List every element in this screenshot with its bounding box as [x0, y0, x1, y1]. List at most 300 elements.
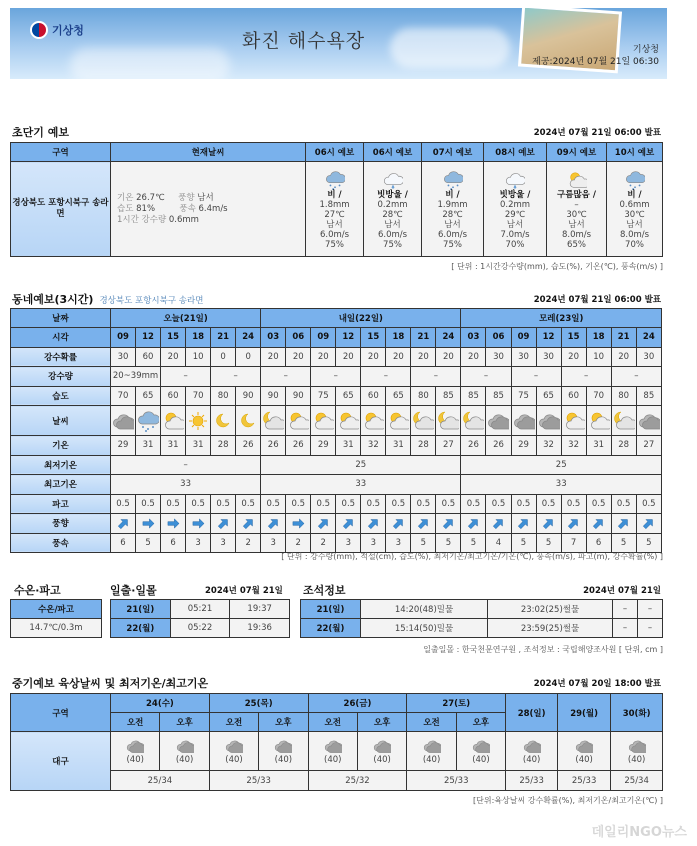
temperature: 26	[461, 436, 486, 456]
day-header: 26(금)	[308, 694, 407, 713]
min-temperature: 25	[461, 455, 662, 475]
time-header: 15	[561, 328, 586, 348]
sky-cell	[236, 406, 261, 436]
forecast-rain: 1.9mm	[437, 200, 468, 210]
humidity: 65	[336, 386, 361, 406]
sun-table	[110, 599, 290, 638]
forecast-wdir: 남서	[506, 220, 524, 230]
day-header: 27(토)	[407, 694, 506, 713]
sky-cell	[361, 406, 386, 436]
wind-arrow-ne-icon	[567, 517, 580, 530]
cloudy-weather-icon	[538, 410, 560, 432]
wind-direction	[336, 514, 361, 534]
wave-height: 0.5	[461, 494, 486, 514]
cloudy-weather-icon	[523, 737, 541, 755]
forecast-cell	[607, 162, 663, 257]
sky-cell	[211, 406, 236, 436]
moon-weather-icon	[237, 410, 259, 432]
sun-day: 22(월)	[111, 619, 171, 638]
day-header: 24(수)	[111, 694, 210, 713]
tide-extra: –	[613, 600, 638, 619]
mid-weather-cell	[209, 732, 258, 771]
wave-height: 0.5	[311, 494, 336, 514]
rain-probability: (40)	[627, 755, 646, 765]
cloudy-weather-icon	[176, 737, 194, 755]
rain-probability: 20	[461, 347, 486, 367]
sky-cell	[536, 406, 561, 436]
humidity: 60	[561, 386, 586, 406]
rain-probability: 20	[386, 347, 411, 367]
wind-direction	[111, 514, 136, 534]
provided-time: 제공:2024년 07월 21일 06:30	[532, 57, 659, 67]
wind-direction	[611, 514, 636, 534]
tide-extra: –	[638, 619, 663, 638]
forecast-hum: 75%	[383, 240, 402, 250]
sunrise: 05:21	[170, 600, 230, 619]
short-unit-note: [ 단위 : 1시간강수량(mm), 습도(%), 기온(℃), 풍속(m/s) ]	[451, 262, 663, 271]
rain-weather-icon	[325, 170, 345, 190]
am-header: 오전	[308, 713, 357, 732]
humidity: 80	[411, 386, 436, 406]
forecast-sky: 빗방울 /	[499, 190, 531, 200]
sun-cloud-weather-icon	[563, 410, 585, 432]
forecast-rain: 1.8mm	[319, 200, 350, 210]
sun-cloud-weather-icon	[588, 410, 610, 432]
wave-height: 0.5	[436, 494, 461, 514]
sun-title: 일출·일몰	[110, 584, 157, 597]
max-temperature: 33	[111, 475, 261, 495]
row-label: 풍속	[11, 533, 111, 553]
moon-cloud-weather-icon	[437, 410, 459, 432]
forecast-time-header: 06시 예보	[364, 143, 422, 162]
watermark: 데일리NGO뉴스	[591, 825, 687, 840]
humidity: 60	[361, 386, 386, 406]
page-title: 화진 해수욕장	[242, 30, 366, 52]
moon-cloud-weather-icon	[613, 410, 635, 432]
humidity: 65	[386, 386, 411, 406]
wind-direction	[436, 514, 461, 534]
wind-speed: 3	[336, 533, 361, 553]
humidity: 85	[461, 386, 486, 406]
mid-forecast-issued: 2024년 07월 20일 18:00 발표	[533, 679, 661, 689]
wave-height: 0.5	[111, 494, 136, 514]
col-area: 구역	[11, 694, 111, 732]
moon-cloud-weather-icon	[462, 410, 484, 432]
pm-header: 오후	[259, 713, 308, 732]
sun-weather-icon	[187, 410, 209, 432]
humidity: 80	[611, 386, 636, 406]
forecast-rain: 0.2mm	[499, 200, 531, 210]
cloudy-weather-icon	[373, 737, 391, 755]
time-header: 12	[336, 328, 361, 348]
wind-arrow-ne-icon	[342, 517, 355, 530]
rain-probability: 20	[436, 347, 461, 367]
humidity: 75	[311, 386, 336, 406]
tide-table	[300, 599, 663, 638]
wind-arrow-ne-icon	[117, 517, 130, 530]
rain-amount: –	[411, 367, 461, 387]
cloudy-weather-icon	[575, 737, 593, 755]
village-forecast-issued: 2024년 07월 21일 06:00 발표	[533, 295, 661, 305]
forecast-wdir: 남서	[384, 220, 401, 230]
wave-height: 0.5	[561, 494, 586, 514]
sky-cell	[486, 406, 511, 436]
tide-source-note: 일출일몰 : 한국천문연구원 , 조석정보 : 국립해양조사원 [ 단위, cm ]	[423, 645, 663, 654]
wind-direction	[386, 514, 411, 534]
high-tide: 14:20(48)밀물	[361, 600, 488, 619]
wind-direction	[561, 514, 586, 534]
wind-arrow-e-icon	[192, 517, 205, 530]
sky-cell	[611, 406, 636, 436]
humidity: 70	[586, 386, 611, 406]
temperature: 28	[611, 436, 636, 456]
min-max-temp: 25/33	[506, 771, 558, 791]
logo-text: 기상청	[52, 24, 84, 37]
wave-height: 0.5	[636, 494, 661, 514]
forecast-hum: 65%	[567, 240, 586, 250]
provider: 기상청	[632, 45, 659, 55]
wind-direction	[286, 514, 311, 534]
wind-arrow-ne-icon	[317, 517, 330, 530]
mid-forecast-table	[10, 693, 663, 791]
mid-weather-cell	[558, 732, 611, 771]
temperature: 26	[236, 436, 261, 456]
mid-weather-cell	[506, 732, 558, 771]
wind-arrow-ne-icon	[442, 517, 455, 530]
forecast-wspd: 8.0m/s	[619, 230, 650, 240]
sky-cell	[386, 406, 411, 436]
wave-height: 0.5	[261, 494, 286, 514]
wind-direction	[236, 514, 261, 534]
wave-height: 0.5	[236, 494, 261, 514]
am-header: 오전	[407, 713, 456, 732]
forecast-wdir: 남서	[568, 220, 585, 230]
forecast-cell	[364, 162, 422, 257]
sky-cell	[186, 406, 211, 436]
forecast-temp: 30℃	[566, 210, 587, 220]
rain-probability: (40)	[575, 755, 593, 765]
forecast-rain: 0.6mm	[619, 200, 650, 210]
sun-cloud-weather-icon	[312, 410, 334, 432]
wind-direction	[186, 514, 211, 534]
wave-height: 0.5	[336, 494, 361, 514]
pm-header: 오후	[357, 713, 406, 732]
rain-probability: (40)	[373, 755, 391, 765]
village-area: 경상북도 포항시북구 송라면	[99, 296, 204, 306]
water-value: 14.7℃/0.3m	[11, 619, 102, 638]
mid-forecast-title: 중기예보 육상날씨 및 최저기온/최고기온	[12, 677, 209, 690]
sun-cloud-weather-icon	[567, 170, 587, 190]
cloudy-weather-icon	[628, 737, 646, 755]
rain-amount: –	[511, 367, 561, 387]
low-tide: 23:02(25)썰물	[488, 600, 613, 619]
rain-amount: –	[561, 367, 611, 387]
wave-height: 0.5	[611, 494, 636, 514]
humidity: 90	[236, 386, 261, 406]
wave-height: 0.5	[386, 494, 411, 514]
wind-speed: 5	[136, 533, 161, 553]
forecast-hum: 70%	[505, 240, 525, 250]
rain-probability: (40)	[175, 755, 194, 765]
humidity: 70	[186, 386, 211, 406]
col-current: 현재날씨	[111, 143, 306, 162]
row-label: 날씨	[11, 406, 111, 436]
wind-direction	[136, 514, 161, 534]
wind-speed: 3	[186, 533, 211, 553]
humidity: 90	[261, 386, 286, 406]
tide-date: 2024년 07월 21일	[583, 586, 661, 596]
rain-probability: (40)	[422, 755, 441, 765]
pm-header: 오후	[160, 713, 209, 732]
humidity: 85	[436, 386, 461, 406]
rain-probability: (40)	[324, 755, 342, 765]
rain-amount: –	[361, 367, 411, 387]
forecast-hum: 70%	[625, 240, 644, 250]
rain-probability: 30	[636, 347, 661, 367]
min-max-temp: 25/32	[308, 771, 407, 791]
wind-speed: 5	[611, 533, 636, 553]
wave-height: 0.5	[136, 494, 161, 514]
sun-cloud-weather-icon	[387, 410, 409, 432]
row-label: 습도	[11, 386, 111, 406]
humidity: 65	[136, 386, 161, 406]
tide-day: 22(월)	[301, 619, 361, 638]
humidity: 65	[536, 386, 561, 406]
temperature: 31	[586, 436, 611, 456]
sun-cloud-weather-icon	[337, 410, 359, 432]
humidity: 75	[511, 386, 536, 406]
max-temperature: 33	[261, 475, 461, 495]
forecast-hum: 75%	[325, 240, 344, 250]
time-header: 12	[536, 328, 561, 348]
row-label: 파고	[11, 494, 111, 514]
sky-cell	[586, 406, 611, 436]
forecast-temp: 27℃	[324, 210, 345, 220]
rain-probability: 20	[286, 347, 311, 367]
village-forecast-table	[10, 308, 662, 553]
wave-height: 0.5	[361, 494, 386, 514]
col-area: 구역	[11, 143, 111, 162]
time-header: 12	[136, 328, 161, 348]
rain-probability: 30	[536, 347, 561, 367]
rain-probability: 30	[511, 347, 536, 367]
mid-weather-cell	[259, 732, 308, 771]
temperature: 31	[186, 436, 211, 456]
temperature: 31	[336, 436, 361, 456]
wind-arrow-ne-icon	[242, 517, 255, 530]
wind-direction	[636, 514, 661, 534]
cloudy-weather-icon	[423, 737, 441, 755]
wind-arrow-ne-icon	[542, 517, 555, 530]
cloudy-weather-icon	[487, 410, 509, 432]
sun-cloud-weather-icon	[362, 410, 384, 432]
rain-probability: (40)	[522, 755, 541, 765]
wave-height: 0.5	[286, 494, 311, 514]
forecast-cell	[484, 162, 547, 257]
sun-day: 21(일)	[111, 600, 171, 619]
wave-height: 0.5	[211, 494, 236, 514]
sun-date: 2024년 07월 21일	[205, 586, 283, 596]
time-header: 09	[111, 328, 136, 348]
temperature: 29	[311, 436, 336, 456]
short-forecast-title: 초단기 예보	[12, 126, 69, 139]
rain-amount: –	[611, 367, 661, 387]
cloudy-weather-icon	[225, 737, 243, 755]
sky-cell	[561, 406, 586, 436]
time-header: 21	[611, 328, 636, 348]
day-header: 25(목)	[209, 694, 308, 713]
wind-speed: 3	[361, 533, 386, 553]
village-forecast-title: 동네예보(3시간) 경상북도 포항시북구 송라면	[12, 293, 204, 306]
rain-probability: 10	[186, 347, 211, 367]
temperature: 32	[561, 436, 586, 456]
mid-unit-note: [단위:육상날씨 강수확률(%), 최저기온/최고기온(℃) ]	[473, 796, 663, 805]
wind-arrow-ne-icon	[592, 517, 605, 530]
wind-direction	[161, 514, 186, 534]
wind-direction	[261, 514, 286, 534]
temperature: 31	[386, 436, 411, 456]
sky-cell	[461, 406, 486, 436]
forecast-wspd: 6.0m/s	[437, 230, 468, 240]
mid-weather-cell	[456, 732, 505, 771]
wind-arrow-ne-icon	[392, 517, 405, 530]
wind-direction	[536, 514, 561, 534]
area-name: 경상북도 포항시북구 송라면	[11, 162, 111, 257]
wind-speed: 5	[461, 533, 486, 553]
sun-cloud-weather-icon	[162, 410, 184, 432]
row-label: 최고기온	[11, 475, 111, 495]
sun-cloud-weather-icon	[287, 410, 309, 432]
wind-arrow-e-icon	[167, 517, 180, 530]
am-header: 오전	[111, 713, 160, 732]
moon-cloud-weather-icon	[412, 410, 434, 432]
row-label: 강수량	[11, 367, 111, 387]
sunset: 19:37	[230, 600, 290, 619]
forecast-cell	[422, 162, 484, 257]
rain-probability: 20	[361, 347, 386, 367]
wind-speed: 4	[486, 533, 511, 553]
mid-weather-cell	[111, 732, 160, 771]
cloudy-weather-icon	[112, 410, 134, 432]
forecast-wdir: 남서	[444, 220, 461, 230]
time-header: 24	[236, 328, 261, 348]
water-table	[10, 599, 102, 638]
min-max-temp: 25/33	[558, 771, 611, 791]
kma-logo[interactable]	[30, 21, 84, 39]
wind-speed: 5	[436, 533, 461, 553]
tide-extra: –	[638, 600, 663, 619]
wind-speed: 6	[161, 533, 186, 553]
day-header: 29(월)	[558, 694, 611, 732]
min-max-temp: 25/33	[209, 771, 308, 791]
time-header: 15	[361, 328, 386, 348]
forecast-wspd: 6.0m/s	[377, 230, 408, 240]
humidity: 90	[286, 386, 311, 406]
humidity: 70	[111, 386, 136, 406]
rain-probability: 20	[561, 347, 586, 367]
rain-probability: 10	[586, 347, 611, 367]
short-forecast-issued: 2024년 07월 21일 06:00 발표	[533, 128, 661, 138]
row-label: 날짜	[11, 309, 111, 328]
wind-direction	[411, 514, 436, 534]
rain-amount: –	[261, 367, 311, 387]
min-max-temp: 25/33	[407, 771, 506, 791]
rain-probability: 20	[311, 347, 336, 367]
time-header: 18	[186, 328, 211, 348]
sky-cell	[136, 406, 161, 436]
time-header: 24	[436, 328, 461, 348]
sunset: 19:36	[230, 619, 290, 638]
forecast-sky: 빗방울 /	[377, 190, 408, 200]
forecast-temp: 30℃	[624, 210, 645, 220]
wave-height: 0.5	[411, 494, 436, 514]
rain-weather-icon	[137, 410, 159, 432]
wind-arrow-e-icon	[142, 517, 155, 530]
rain-probability: 0	[236, 347, 261, 367]
rain-amount: 20~39mm	[111, 367, 161, 387]
day-header: 30(화)	[611, 694, 663, 732]
sky-cell	[636, 406, 661, 436]
mid-weather-cell	[160, 732, 209, 771]
sky-cell	[286, 406, 311, 436]
rain-probability: (40)	[472, 755, 490, 765]
forecast-time-header: 10시 예보	[607, 143, 663, 162]
min-temperature: 25	[261, 455, 461, 475]
am-header: 오전	[209, 713, 258, 732]
temperature: 28	[211, 436, 236, 456]
wind-speed: 5	[536, 533, 561, 553]
cloudy-weather-icon	[126, 737, 144, 755]
date-header: 내일(22일)	[261, 309, 461, 328]
forecast-rain: 0.2mm	[377, 200, 408, 210]
temperature: 26	[486, 436, 511, 456]
rain-probability: (40)	[225, 755, 243, 765]
temperature: 31	[161, 436, 186, 456]
humidity: 80	[211, 386, 236, 406]
wind-direction	[311, 514, 336, 534]
max-temperature: 33	[461, 475, 662, 495]
wind-arrow-ne-icon	[617, 517, 630, 530]
wind-speed: 2	[236, 533, 261, 553]
rain-amount: –	[161, 367, 211, 387]
sky-cell	[111, 406, 136, 436]
short-forecast-table	[10, 142, 663, 257]
time-header: 03	[261, 328, 286, 348]
humidity: 85	[486, 386, 511, 406]
forecast-temp: 29℃	[504, 210, 526, 220]
rain-probability: (40)	[126, 755, 144, 765]
wind-arrow-ne-icon	[492, 517, 505, 530]
humidity: 60	[161, 386, 186, 406]
low-tide: 23:59(25)썰물	[488, 619, 613, 638]
wind-arrow-ne-icon	[642, 517, 655, 530]
forecast-hum: 75%	[443, 240, 462, 250]
wave-height: 0.5	[511, 494, 536, 514]
time-header: 03	[461, 328, 486, 348]
wind-speed: 3	[211, 533, 236, 553]
wind-direction	[361, 514, 386, 534]
rain-probability: 30	[486, 347, 511, 367]
forecast-cell	[306, 162, 364, 257]
mid-weather-cell	[407, 732, 456, 771]
wind-arrow-ne-icon	[467, 517, 480, 530]
rain-amount: –	[211, 367, 261, 387]
temperature: 27	[436, 436, 461, 456]
wind-speed: 2	[311, 533, 336, 553]
cloudy-weather-icon	[324, 737, 342, 755]
temperature: 27	[636, 436, 661, 456]
wind-arrow-ne-icon	[267, 517, 280, 530]
